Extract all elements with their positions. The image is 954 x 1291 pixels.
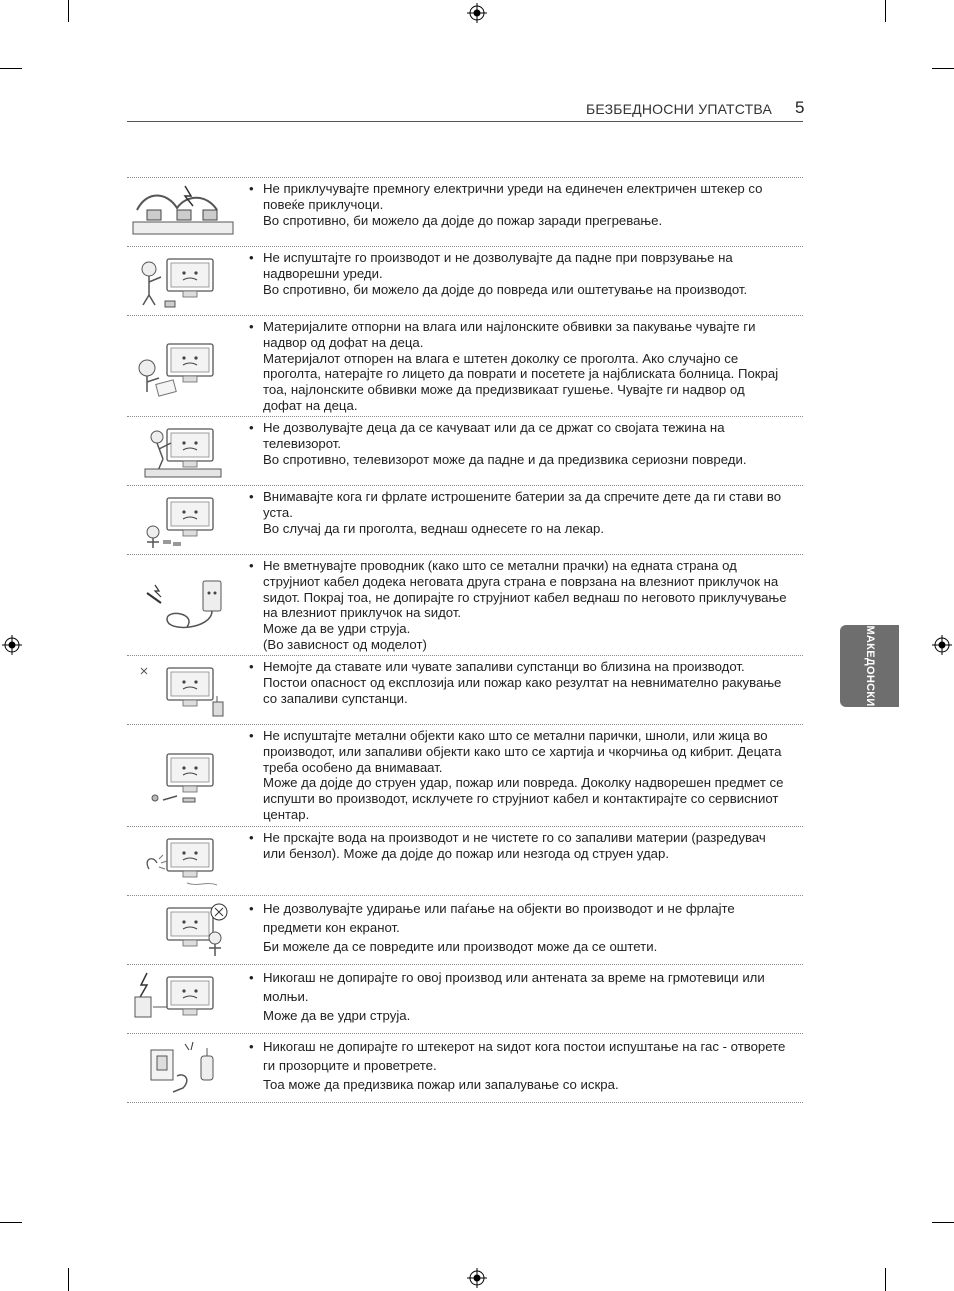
bullet-icon: • xyxy=(249,250,254,265)
instruction-paragraph: Во спротивно, телевизорот може да падне и да предизвика сериозни повреди. xyxy=(263,451,747,467)
crop-mark xyxy=(885,0,886,22)
child-packaging-icon xyxy=(127,316,239,398)
instruction-paragraph: Материјалите отпорни на влага или најлонските обвивки за пакување чувајте ги надвор од дофат на деца. xyxy=(263,319,756,350)
instruction-paragraph: Може да ве удри струја. xyxy=(263,621,411,637)
instruction-paragraph: Никогаш не допирајте го овој производ или антената за време на грмотевици или молњи. xyxy=(263,970,765,1004)
bullet-icon: • xyxy=(249,489,254,504)
instruction-paragraph: Во спротивно, би можело да дојде до повреда или оштетување на производот. xyxy=(263,281,748,297)
registration-mark-icon xyxy=(467,1268,487,1288)
registration-mark-icon xyxy=(2,635,22,655)
instruction-paragraph: Би можеле да се повредите или производот може да се оштети. xyxy=(263,939,658,954)
instruction-paragraph: Немојте да ставате или чувате запаливи супстанци во близина на производот. Постои опасност од експлозија или пожар како резултат на невнимателно ракување со запаливи супстанци. xyxy=(263,659,782,706)
instruction-row xyxy=(127,315,803,416)
battery-child-icon xyxy=(127,486,239,552)
crop-mark xyxy=(68,0,69,22)
dropping-tv-icon xyxy=(127,247,239,313)
instruction-paragraph: Не вметнувајте проводник (како што се метални прачки) на едната страна од струјниот кабел додека неговата друга страна е поврзана на влезниот приклучок на ѕидот. Покрај тоа, не допирајте го струјниот кабел веднаш по неговото приклучување на влезниот приклучок на ѕидот. xyxy=(263,558,787,621)
instruction-paragraph: Материјалот отпорен на влага е штетен доколку се проголта. Ако случајно се проголта, натерајте го лицето да поврати и посетете ја најблиската болница. Покрај тоа, најлонските обвивки може да предизвикаат гушење. Чувајте ги надвор од дофат на деца. xyxy=(263,350,779,413)
instruction-row xyxy=(127,485,803,554)
bullet-icon: • xyxy=(249,558,254,573)
crop-mark xyxy=(932,1222,954,1223)
language-tab-label: МАКЕДОНСКИ xyxy=(863,625,876,707)
crop-mark xyxy=(0,68,22,69)
instruction-text xyxy=(249,725,803,825)
language-tab xyxy=(840,625,899,707)
instruction-text xyxy=(249,656,803,708)
bullet-icon: • xyxy=(249,659,254,674)
instruction-text xyxy=(249,827,803,864)
instruction-text xyxy=(249,965,803,1027)
instruction-row xyxy=(127,246,803,315)
child-climbing-tv-icon xyxy=(127,417,239,483)
lightning-storm-icon xyxy=(127,965,239,1031)
instruction-row xyxy=(127,964,803,1033)
safety-instructions-table xyxy=(127,177,803,1103)
water-spray-icon xyxy=(127,827,239,893)
registration-mark-icon xyxy=(467,3,487,23)
bullet-icon: • xyxy=(249,901,254,916)
instruction-row xyxy=(127,895,803,964)
instruction-paragraph: (Во зависност од моделот) xyxy=(263,636,427,652)
crop-mark xyxy=(932,68,954,69)
instruction-paragraph: Не испуштајте го производот и не дозволувајте да падне при поврзување на надворешни уреди. xyxy=(263,250,733,281)
page-number: 5 xyxy=(795,98,805,117)
instruction-row xyxy=(127,554,803,655)
bullet-icon: • xyxy=(249,319,254,334)
instruction-text xyxy=(249,316,803,416)
instruction-paragraph: Во спротивно, би можело да дојде до пожар заради прегревање. xyxy=(263,212,663,228)
instruction-row xyxy=(127,826,803,895)
instruction-row xyxy=(127,724,803,826)
instruction-paragraph: Во случај да ги проголта, веднаш однесете го на лекар. xyxy=(263,520,605,536)
instruction-text xyxy=(249,417,803,469)
registration-mark-icon xyxy=(932,635,952,655)
instruction-row xyxy=(127,416,803,485)
instruction-text xyxy=(249,1034,803,1096)
instruction-row xyxy=(127,177,803,246)
bullet-icon: • xyxy=(249,1039,254,1054)
bullet-icon: • xyxy=(249,970,254,985)
metal-objects-icon xyxy=(127,725,239,808)
instruction-paragraph: Може да дојде до струен удар, пожар или повреда. Доколку надворешен предмет се испушти во производот, исклучете го струјниот кабел и контактирајте со сервисниот центар. xyxy=(263,775,784,822)
bullet-icon: • xyxy=(249,830,254,845)
section-title: БЕЗБЕДНОСНИ УПАТСТВА xyxy=(585,101,772,117)
instruction-row xyxy=(127,1033,803,1103)
header-divider xyxy=(127,121,803,122)
instruction-paragraph: Не дозволувајте удирање или паѓање на објекти во производот и не фрлајте предмети кон екранот. xyxy=(263,901,735,935)
instruction-text xyxy=(249,486,803,538)
crop-mark xyxy=(68,1268,69,1291)
instruction-paragraph: Внимавајте кога ги фрлате истрошените батерии за да спречите дете да ги стави во уста. xyxy=(263,489,782,520)
instruction-text xyxy=(249,247,803,299)
instruction-paragraph: Не испуштајте метални објекти како што се метални парички, шноли, или жица во производот, или запаливи објекти како што се хартија и чкорчиња од кибрит. Децата треба особено да внимаваат. xyxy=(263,728,782,775)
instruction-paragraph: Никогаш не допирајте го штекерот на ѕидот кога постои испуштање на гас - отворете ги прозорците и проветрете. xyxy=(263,1039,786,1073)
gas-leak-icon xyxy=(127,1034,239,1100)
bullet-icon: • xyxy=(249,728,254,743)
conductor-plug-icon xyxy=(127,555,239,637)
instruction-text xyxy=(249,178,803,230)
instruction-paragraph: Тоа може да предизвика пожар или запалување со искра. xyxy=(263,1077,619,1092)
instruction-paragraph: Не приклучувајте премногу електрични уреди на единечен електричен штекер со повеќе приклучоци. xyxy=(263,181,763,212)
crop-mark xyxy=(885,1268,886,1291)
instruction-text xyxy=(249,896,803,958)
crop-mark xyxy=(0,1222,22,1223)
overloaded-outlet-icon xyxy=(127,178,239,244)
flammable-substances-icon xyxy=(127,656,239,722)
instruction-text xyxy=(249,555,803,655)
bullet-icon: • xyxy=(249,181,254,196)
instruction-paragraph: Може да ве удри струја. xyxy=(263,1008,411,1023)
instruction-paragraph: Не дозволувајте деца да се качуваат или да се држат со својата тежина на телевизорот. xyxy=(263,420,725,451)
instruction-row xyxy=(127,655,803,724)
instruction-paragraph: Не прскајте вода на производот и не чистете го со запаливи материи (разредувач или бензол). Може да дојде до пожар или незгода од струен удар. xyxy=(263,830,766,861)
ball-impact-icon xyxy=(127,896,239,962)
bullet-icon: • xyxy=(249,420,254,435)
